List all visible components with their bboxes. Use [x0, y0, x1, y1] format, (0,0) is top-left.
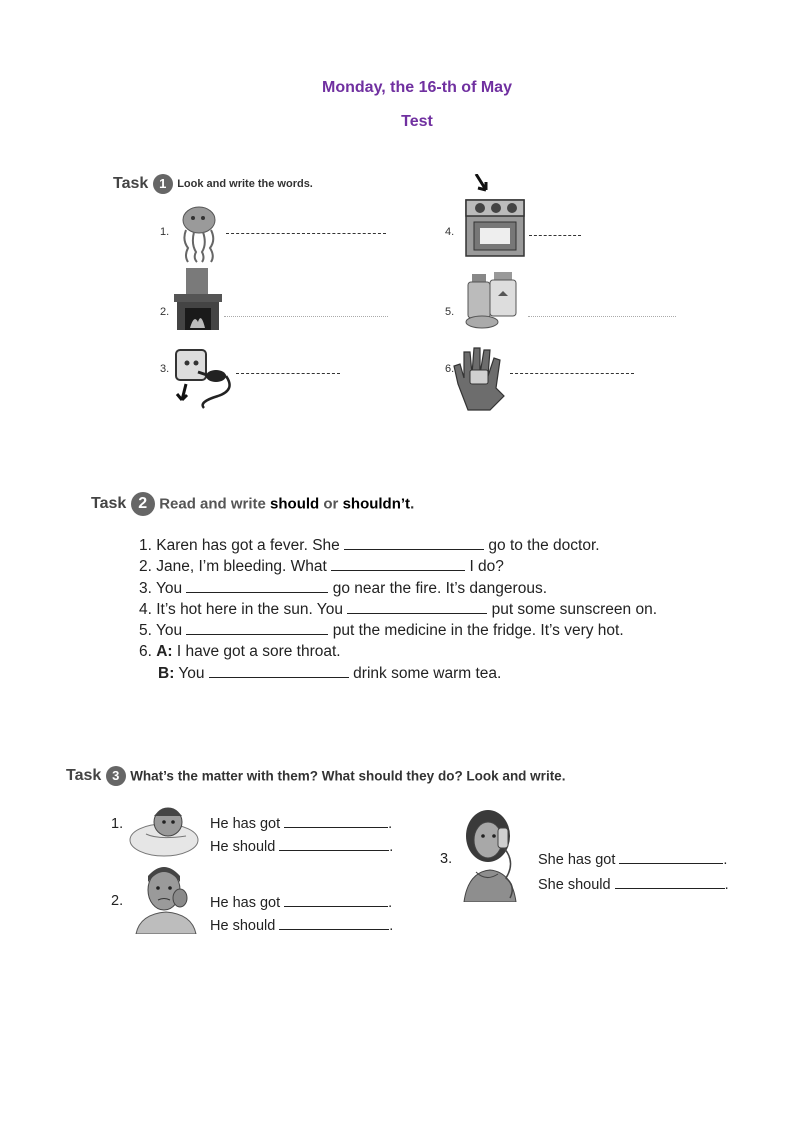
task1-item5-number: 5. — [445, 306, 455, 318]
sentence-text: 2. Jane, I’m bleeding. What — [139, 558, 332, 576]
sentence-text: drink some warm tea. — [348, 664, 502, 682]
page-date: Monday, the 16-th of May — [322, 79, 512, 96]
sentence-text: go near the fire. It’s dangerous. — [328, 579, 547, 597]
task1-item3-number: 3. — [160, 363, 170, 375]
sick-boy-in-bed-icon — [128, 794, 202, 858]
task3-heading — [66, 766, 565, 786]
task2-sentence-5 — [139, 620, 657, 641]
sentence-text: 3. You — [139, 579, 187, 597]
line-text: He should — [210, 839, 276, 855]
task1-item3-answer-line[interactable] — [236, 373, 340, 374]
line-text: She has got — [538, 852, 616, 868]
sentence-text: put some sunscreen on. — [487, 600, 658, 618]
task3-person2-number: 2. — [111, 893, 124, 909]
task2-sentence-1 — [139, 535, 657, 556]
fireplace-icon — [172, 268, 224, 332]
task2-instruction — [159, 496, 414, 513]
line-text: He has got — [210, 816, 281, 832]
task2-number-badge: 2 — [131, 492, 155, 516]
task3-person3-line2 — [538, 876, 729, 893]
task1-item1-answer-line[interactable] — [226, 233, 386, 234]
sentence-text: 4. It’s hot here in the sun. You — [139, 600, 348, 618]
man-with-toothache-icon — [130, 862, 200, 934]
answer-blank[interactable] — [186, 578, 328, 593]
answer-blank[interactable] — [186, 620, 328, 635]
task1-item6-answer-line[interactable] — [510, 373, 634, 374]
task2-word-shouldnt: shouldn’t — [342, 495, 411, 513]
task1-heading — [113, 174, 313, 194]
sentence-text: go to the doctor. — [484, 537, 600, 554]
answer-blank[interactable] — [279, 838, 389, 851]
glove-icon — [450, 344, 512, 414]
answer-blank[interactable] — [619, 851, 723, 864]
task2-instruction-or: or — [319, 495, 343, 513]
speaker-a: A: — [156, 643, 173, 661]
sentence-number: 6. — [139, 643, 157, 661]
answer-blank[interactable] — [279, 917, 389, 930]
task1-instruction: Look and write the words. — [177, 178, 313, 190]
line-text: He has got — [210, 895, 281, 911]
line-text: She should — [538, 877, 611, 893]
speaker-b: B: — [158, 664, 175, 682]
sentence-text: You — [174, 664, 209, 682]
sentence-text: I do? — [465, 558, 504, 576]
task2-sentences — [139, 535, 657, 684]
task3-person1-line1 — [210, 815, 392, 832]
line-text: He should — [210, 918, 276, 934]
task2-sentence-6a — [139, 641, 657, 662]
task2-instruction-pre: Read and write — [159, 495, 271, 513]
task2-word-should: should — [270, 495, 320, 513]
task1-item2-number: 2. — [160, 306, 170, 318]
task3-person1-number: 1. — [111, 816, 124, 832]
cooker-icon — [462, 174, 528, 260]
girl-with-cold-icon — [454, 806, 524, 902]
task3-instruction: What’s the matter with them? What should they do? Look and write. — [130, 768, 566, 784]
sentence-text: 5. You — [139, 622, 187, 640]
answer-blank[interactable] — [284, 815, 388, 828]
answer-blank[interactable] — [284, 894, 388, 907]
sentence-text: 1. Karen has got a fever. She — [139, 537, 345, 554]
period: . — [389, 839, 394, 855]
plug-socket-icon — [172, 348, 238, 410]
period: . — [723, 852, 728, 868]
task1-item2-answer-line[interactable] — [224, 316, 388, 317]
answer-blank[interactable] — [615, 876, 725, 889]
period: . — [724, 877, 729, 893]
period: . — [388, 816, 393, 832]
answer-blank[interactable] — [344, 535, 484, 550]
task2-sentence-3 — [139, 578, 657, 599]
jellyfish-icon — [174, 204, 224, 264]
sentence-text: put the medicine in the fridge. It’s very hot. — [328, 622, 624, 640]
task2-instruction-end: . — [410, 495, 415, 513]
answer-blank[interactable] — [347, 599, 487, 614]
task2-heading — [91, 492, 414, 516]
period: . — [389, 918, 394, 934]
sentence-text: I have got a sore throat. — [172, 643, 341, 661]
task1-item1-number: 1. — [160, 226, 170, 238]
task3-person1-line2 — [210, 838, 393, 855]
period: . — [388, 895, 393, 911]
answer-blank[interactable] — [209, 663, 349, 678]
task2-sentence-4 — [139, 599, 657, 620]
task3-label: Task — [66, 767, 102, 785]
task1-item4-answer-line[interactable] — [529, 235, 581, 236]
task1-item4-number: 4. — [445, 226, 455, 238]
task3-person3-line1 — [538, 851, 727, 868]
task1-label: Task — [113, 175, 149, 193]
answer-blank[interactable] — [331, 556, 465, 571]
task1-item5-answer-line[interactable] — [528, 316, 676, 317]
task1-item6-number: 6. — [445, 363, 455, 375]
task3-person3-number: 3. — [440, 851, 453, 867]
task2-sentence-6b — [139, 663, 657, 684]
task1-number-badge: 1 — [153, 174, 173, 194]
task3-person2-line1 — [210, 894, 392, 911]
task3-person2-line2 — [210, 917, 393, 934]
task2-sentence-2 — [139, 556, 657, 577]
medicine-bottles-icon — [462, 270, 522, 330]
task2-label: Task — [91, 495, 127, 513]
task3-number-badge: 3 — [106, 766, 126, 786]
page-subtitle: Test — [401, 113, 433, 130]
